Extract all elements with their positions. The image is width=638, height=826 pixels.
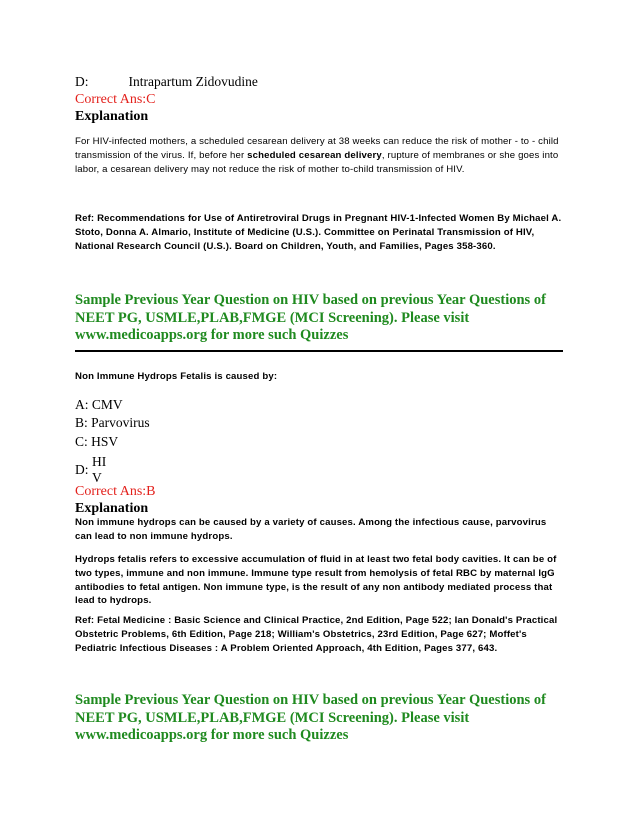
option-text: Parvovirus [91,415,150,430]
q2-option-c [75,434,118,450]
q1-option-d [75,74,258,90]
option-text-line2: V [92,470,102,485]
q2-explanation-heading: Explanation [75,501,149,516]
q1-explanation-text [75,135,565,176]
option-text: CMV [91,397,123,412]
option-letter: D: [75,462,89,477]
q2-question-text: Non Immune Hydrops Fetalis is caused by: [75,371,278,382]
explanation-part2: , rupture of membranes or she goes into labor, a cesarean delivery may not reduce the risk of mother to-child transmission of HIV. [75,149,559,175]
q1-reference: Ref: Recommendations for Use of Antiretroviral Drugs in Pregnant HIV-1-Infected Women By Michael A. Stoto, Donna A. Almario, Institute of Medicine (U.S.). Committee on Perinatal Transmission of HIV, National Research Council (U.S.). Board on Children, Youth, and Families, Pages 358-360. [75,213,562,252]
section-divider [75,350,563,352]
option-letter: A: [75,397,89,412]
q2-option-b [75,415,150,431]
q2-correct-answer: Correct Ans:B [75,484,156,499]
q2-explanation-para2: Hydrops fetalis refers to excessive accumulation of fluid in at least two fetal body cavities. It can be of two types, immune and non immune. Immune type result from hemolysis of fetal RBC by maternal IgG antibodies to fetal antigen. Non immune type, is the result of any non antibody mediated process that lead to hydrops. [75,554,557,607]
option-letter: C: [75,434,88,449]
q2-option-a [75,397,123,413]
option-letter: D: [75,74,89,89]
option-letter: B: [75,415,88,430]
q2-reference: Ref: Fetal Medicine : Basic Science and Clinical Practice, 2nd Edition, Page 522; Ian Donald's Practical Obstetric Problems, 6th Edition, Page 218; William's Obstetrics, 23rd Edition, Page 627; Moffet's Pediatric Infectious Diseases : A Problem Oriented Approach, 4th Edition, Pages 377, 643. [75,615,558,654]
explanation-part1: For HIV-infected mothers, a scheduled cesarean delivery at 38 weeks can reduce the risk of mother - to - child transmission of the virus. If, before her [75,136,559,161]
q1-correct-answer: Correct Ans:C [75,92,156,107]
q2-explanation-para1: Non immune hydrops can be caused by a variety of causes. Among the infectious cause, parvovirus can lead to non immune hydrops. [75,517,547,542]
option-text: HSV [91,434,119,449]
q1-promo-text: Sample Previous Year Question on HIV based on previous Year Questions of NEET PG, USMLE,PLAB,FMGE (MCI Screening). Please visit www.medicoapps.org for more such Quizzes [75,292,546,343]
option-text: Intrapartum Zidovudine [128,74,258,89]
q2-promo-text: Sample Previous Year Question on HIV based on previous Year Questions of NEET PG, USMLE,PLAB,FMGE (MCI Screening). Please visit www.medicoapps.org for more such Quizzes [75,692,546,743]
option-text-line1: HI [92,454,107,469]
explanation-bold-term: scheduled cesarean delivery [247,149,382,161]
q1-explanation-heading: Explanation [75,109,149,124]
